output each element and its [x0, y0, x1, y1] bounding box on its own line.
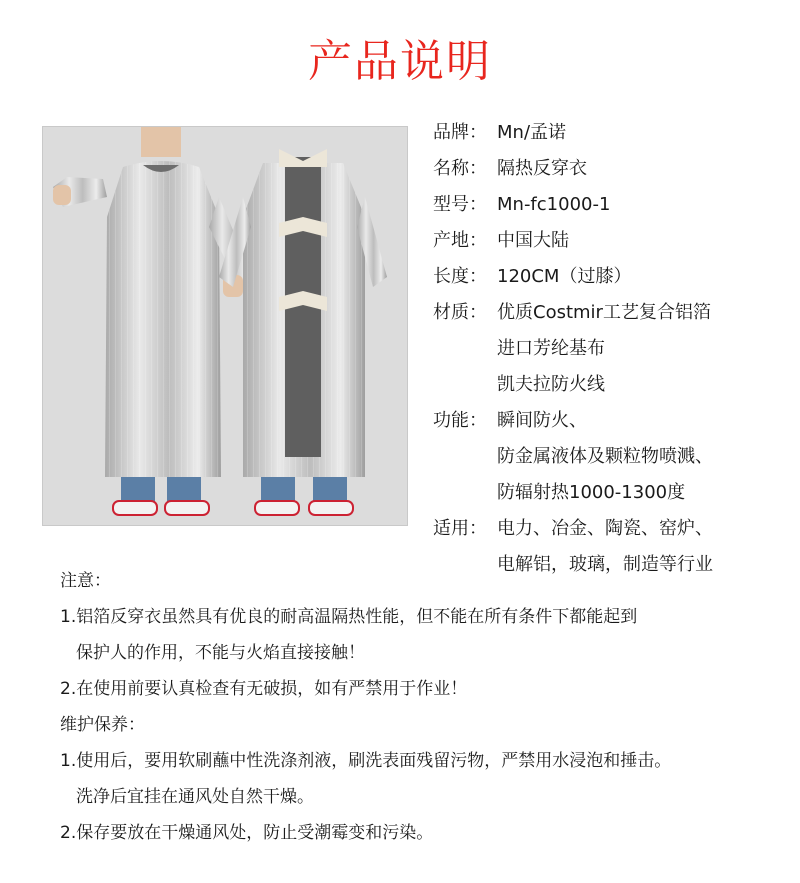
attention-item-2: 2.在使用前要认真检查有无破损，如有严禁用于作业！ — [60, 679, 468, 699]
maintenance-item-1: 1.使用后，要用软刷蘸中性洗涤剂液，刷洗表面残留污物，严禁用水浸泡和捶击。 — [60, 751, 672, 771]
maintenance-item-1-cont: 洗净后宜挂在通风处自然干燥。 — [76, 787, 314, 807]
spec-brand — [433, 121, 566, 145]
spec-label: 长度： — [433, 266, 487, 287]
spec-label: 名称： — [433, 158, 487, 179]
spec-origin — [433, 229, 569, 253]
spec-material-line-2: 进口芳纶基布 — [497, 338, 605, 359]
spec-label: 材质： — [433, 302, 487, 323]
attention-item-1-cont: 保护人的作用，不能与火焰直接接触！ — [76, 643, 365, 663]
spec-value: 中国大陆 — [497, 230, 569, 251]
spec-label: 型号： — [433, 194, 487, 215]
spec-material-line-3: 凯夫拉防火线 — [497, 374, 605, 395]
spec-value: Mn/孟诺 — [497, 122, 567, 143]
product-photo — [42, 126, 408, 526]
spec-value: 瞬间防火、 — [497, 410, 587, 431]
spec-value: 电力、冶金、陶瓷、窑炉、 — [497, 518, 713, 539]
spec-label: 产地： — [433, 230, 487, 251]
spec-label: 功能： — [433, 410, 487, 431]
spec-usage — [433, 517, 713, 541]
spec-value: 隔热反穿衣 — [497, 158, 587, 179]
spec-label: 品牌： — [433, 122, 487, 143]
spec-label: 适用： — [433, 518, 487, 539]
maintenance-heading: 维护保养： — [60, 715, 145, 735]
spec-value: 优质Costmir工艺复合铝箔 — [497, 302, 711, 323]
spec-value: Mn-fc1000-1 — [497, 194, 611, 215]
spec-function-line-2: 防金属液体及颗粒物喷溅、 — [497, 446, 713, 467]
spec-name — [433, 157, 587, 181]
apron-illustration — [43, 127, 407, 525]
attention-heading: 注意： — [60, 571, 111, 591]
spec-length — [433, 265, 631, 289]
spec-value: 120CM（过膝） — [497, 266, 632, 287]
maintenance-item-2: 2.保存要放在干燥通风处，防止受潮霉变和污染。 — [60, 823, 434, 843]
spec-material — [433, 301, 711, 325]
spec-model — [433, 193, 610, 217]
spec-function — [433, 409, 587, 433]
spec-function-line-3: 防辐射热1000-1300度 — [497, 482, 686, 503]
attention-item-1: 1.铝箔反穿衣虽然具有优良的耐高温隔热性能，但不能在所有条件下都能起到 — [60, 607, 638, 627]
page-title: 产品说明 — [308, 36, 492, 87]
spec-usage-line-2: 电解铝，玻璃，制造等行业 — [497, 554, 713, 575]
